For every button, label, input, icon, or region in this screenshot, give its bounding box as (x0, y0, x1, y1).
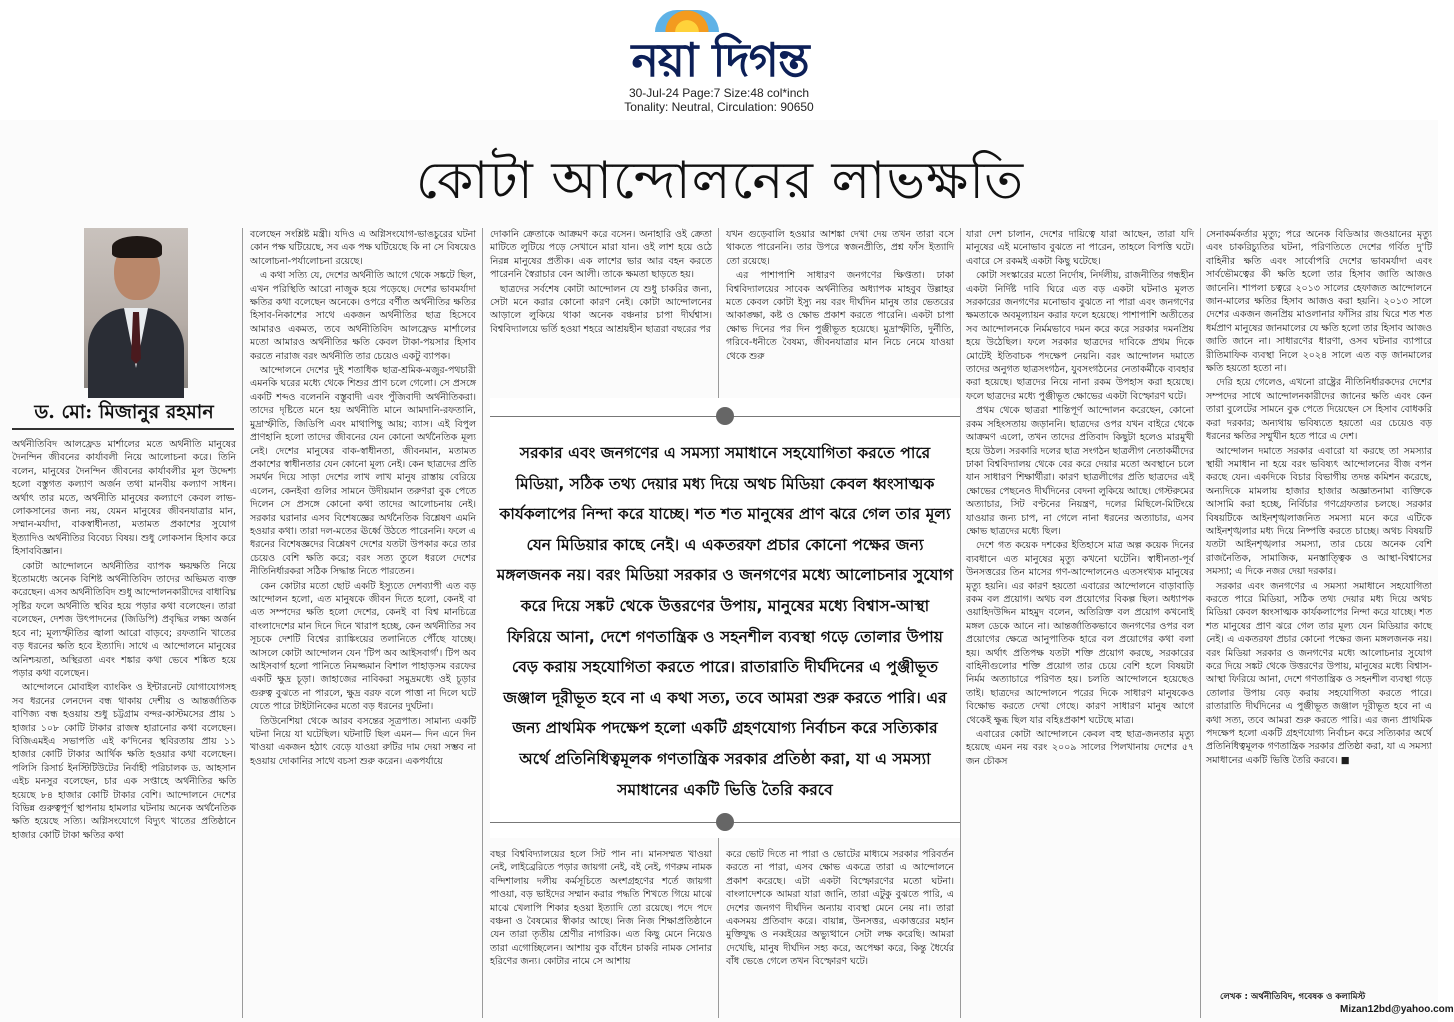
newspaper-logo (585, 8, 855, 86)
article-paragraph: দেরি হয়ে গেলেও, এখনো রাষ্ট্রের নীতিনির্ধারকদের দেশের সম্পদের সাথে আন্দোলনকারীদের জানের ক্ষতি এবং কেন তারা বুলেটের সামনে বুক পেতে দিয়েছেন সে হিসাব বোধকরি করা দরকার; অন্যথায় ভবিষ্যতে হয়তো এর চেয়েও বড় ধরনের ক্ষতির সম্মুখীন হতে পারে এ দেশ। (1206, 377, 1432, 443)
article-paragraph: কোটা আন্দোলনে অর্থনীতির ব্যাপক ক্ষয়ক্ষতি নিয়ে ইতোমধ্যে অনেক বিশিষ্ট অর্থনীতিবিদ তাদের অভিমত ব্যক্ত করেছেন। এসব অর্থনীতিবিদ শুধু আন্দোলনকারীদের বাধাবিঘ্ন সৃষ্টির ফলে অর্থনীতি স্থবির হয়ে পড়ার কথা বলেছেন। তারা বলেছেন, দেশজ উৎপাদনের (জিডিপি) প্রবৃদ্ধির লক্ষ্য অর্জন হবে না; মূল্যস্ফীতির জ্বালা আরো বাড়বে; রফতানি খাতের বড় ধরনের ক্ষতি হবে ইত্যাদি। সাথে এ আন্দোলনে মানুষের অনিশ্চয়তা, অস্থিরতা এবং শঙ্কার কথা ভেবে শঙ্কিত হয়ে পড়ার কথা বলেছেন। (12, 560, 237, 679)
article-paragraph: এর পাশাপাশি সাধারণ জনগণের ক্ষিপ্ততা। ঢাকা বিশ্ববিদ্যালয়ের সাবেক অর্থনীতির অধ্যাপক মাহবুব উল্লাহর মতে কেবল কোটা ইস্যু নয় বরং দীর্ঘদিন মানুষ তার ভেতরের আকাঙ্ক্ষা, কষ্ট ও ক্ষোভ প্রকাশ করতে পারেনি। একটা চাপা ক্ষোভ দিনের পর দিন পুঞ্জীভূত হয়েছে। মুদ্রাস্ফীতি, দুর্নীতি, গরিবে-ধনীতে বৈষম্য, জীবনযাত্রার মান নিচে নেমে যাওয়া থেকে শুরু (726, 270, 954, 362)
article-paragraph: তিউনেশিয়া থেকে আরব বসন্তের সূত্রপাত। সামান্য একটি ঘটনা নিয়ে যা ঘটেছিল। ঘটনাটি ছিল এমন— দিন এনে দিন খাওয়া একজন হঠাৎ বেড়ে যাওয়া রুটির দাম দেয়া সম্ভব না হওয়ায় দোকানির সাথে বচসা শুরু করেন। একপর্যায়ে (250, 715, 476, 767)
article-paragraph: যখন গুড়েবালি হওয়ার আশঙ্কা দেখা দেয় তখন তারা বসে থাকতে পারেননি। তার উপরে স্বজনপ্রীতি, প্রশ্ন ফাঁস ইত্যাদি তো রয়েছে। (726, 229, 954, 267)
article-paragraph: আন্দোলন দমাতে সরকার এবারো যা করছে তা সমস্যার স্থায়ী সমাধান না হয়ে বরং ভবিষ্যৎ আন্দোলনের বীজ বপন করছে যেন। একদিকে বিচার বিভাগীয় তদন্ত কমিশন করেছে, অন্যদিকে মামলায় হাজার হাজার অজ্ঞাতনামা ব্যক্তিকে আসামি করা হচ্ছে, নির্বিচার গণগ্রেফতার চলছে। সরকার বিষয়টিকে আইনশৃঙ্খলাজনিত সমস্যা মনে করে এটিকে আইনশৃঙ্খলার মধ্য দিয়ে নিষ্পত্তি করতে চাচ্ছে। অথচ বিষয়টি যতটা আইনশৃঙ্খলার সমস্যা, তার চেয়ে অনেক বেশি রাজনৈতিক, সামাজিক, মনস্তাত্ত্বিক ও আস্থা-বিশ্বাসের সমস্যা; এ দিকে নজর দেয়া দরকার। (1206, 445, 1432, 578)
column-divider (960, 228, 961, 1018)
masthead (0, 0, 1438, 120)
article-column-3-top (490, 228, 712, 388)
bullet-dot-icon (716, 813, 734, 831)
article-paragraph: প্রথম থেকে ছাত্ররা শান্তিপূর্ণ আন্দোলন করেছেন, কোনো রকম সহিংসতায় জড়াননি। ছাত্রদের ওপর যখন বাইরে থেকে আক্রমণ এলো, তখন তাদের প্রতিবাদ কিছুটা হলেও মারমুখী হয়ে উঠল। সরকারি দলের ছাত্র সংগঠন ছাত্রলীগ নেতাকর্মীদের ঢাকা বিশ্ববিদ্যালয় থেকে বের করে দেয়ার মতো অবস্থানে চলে যান সাধারণ শিক্ষার্থীরা। কারণ ছাত্রলীগের প্রতি ছাত্রদের এই ক্ষোভের পেছনেও দীর্ঘদিনের বেদনা লুকিয়ে আছে। গেস্টরুমের অত্যাচার, সিট বণ্টনের নিয়ন্ত্রণ, দলের মিছিলে-মিটিংয়ে যাওয়ার জন্য চাপ, না গেলে নানা ধরনের অত্যাচার, এসব ক্ষোভ ছাত্রদের মধ্যে ছিল। (966, 405, 1194, 537)
article-paragraph: দোকানি ক্রেতাকে আক্রমণ করে বসেন। অনাহারি ওই ক্রেতা মাটিতে লুটিয়ে পড়ে সেখানে মারা যান। ওই লাশ হয়ে ওঠে নিরন্ন মানুষের প্রতীক। এক লাশের ভার আর বহন করতে পারেননি স্বৈরাচার বেন আলী। তাকে ক্ষমতা ছাড়তে হয়। (490, 229, 712, 281)
author-note: লেখক : অর্থনীতিবিদ, গবেষক ও কলামিস্ট (1220, 992, 1366, 1002)
column-divider (482, 228, 483, 1018)
article-column-6 (1206, 228, 1432, 986)
article-column-3-bottom (490, 848, 712, 1018)
article-column-4-top (726, 228, 954, 388)
author-byline: ড. মো: মিজানুর রহমান (34, 401, 214, 423)
article-paragraph: বছর বিশ্ববিদ্যালয়ের হলে সিট পান না। মানসম্মত খাওয়া নেই, লাইব্রেরিতে পড়ার জায়গা নেই, বই নেই, গণরুম নামক বন্দিশালায় দলীয় কর্মসূচিতে অংশগ্রহণের শর্তে জায়গা পাওয়া, বড় ভাইদের সম্মান করার পদ্ধতি শিখতে গিয়ে মাঝে মাঝে খেলাপি শিকার হওয়া ইত্যাদি তো রয়েছে। পদে পদে বঞ্চনা ও বৈষম্যের স্বীকার আছে। নিজ নিজ শিক্ষাপ্রতিষ্ঠানে যেন তারা তৃতীয় শ্রেণীর নাগরিক। এত কিছু মেনে নিয়েও তারা এগোচ্ছিলেন। আশায় বুক বাঁধেন চাকরি নামক সোনার হরিণের জন্য। কোটার নামে সে আশায় (490, 849, 712, 968)
article-paragraph: ছাত্রদের সর্বশেষ কোটা আন্দোলন যে শুধু চাকরির জন্য, সেটা মনে করার কোনো কারণ নেই। কোটা আন্দোলনের আড়ালে লুকিয়ে থাকা অনেক বঞ্চনার চাপা দীর্ঘশ্বাস। বিশ্ববিদ্যালয়ে ভর্তি হওয়া শহরে আশ্রয়হীন ছাত্ররা বছরের পর (490, 283, 712, 335)
article-paragraph: অর্থনীতিবিদ আলফ্রেড মার্শালের মতে অর্থনীতি মানুষের দৈনন্দিন জীবনের কার্যাবলী নিয়ে আলোচনা করে। তিনি বলেন, মানুষের দৈনন্দিন জীবনের কার্যাবলীর মূল উদ্দেশ্য হলো বস্তুগত কল্যাণ অর্জন তথা মানবীয় কল্যাণ সাধন। অর্থাৎ তার মতে, অর্থনীতি মানুষের কল্যাণে কেবল লাভ-লোকসানের জন্য নয়, যেমন মানুষের জীবনযাত্রার মান, সম্মান-মর্যাদা, বাকস্বাধীনতা, মতামত প্রকাশের সুযোগ ইত্যাদিও অর্থনীতির বিবেচ্য বিষয়। শুধু লোকসান হিসাব করে হিসাববিজ্ঞান। (12, 439, 236, 558)
bullet-dot-icon (716, 407, 734, 425)
article-paragraph: করে ভোট দিতে না পারা ও ভোটের মাধ্যমে সরকার পরিবর্তন করতে না পারা, এসব ক্ষোভ একত্রে তারা এ আন্দোলনে প্রকাশ করেছে। এটা একটা বিস্ফোরণের মতো ঘটনা। বাংলাদেশকে আমরা যারা জানি, তারা এটুকু বুঝতে পারি, এ দেশের জনগণ দীর্ঘদিন অন্যায় ব্যবস্থা মেনে নেয় না। তারা একসময় প্রতিবাদ করে। বায়ান্ন, উনসত্তর, একাত্তরের মহান মুক্তিযুদ্ধ ও নব্বইয়ের অভ্যুত্থানে সেটা লক্ষ করেছি। আমরা দেখেছি, মানুষ দীর্ঘদিন সহ্য করে, অপেক্ষা করে, কিন্তু ধৈর্যের বাঁধ ভেঙে গেলে তখন বিস্ফোরণ ঘটে। (726, 849, 954, 968)
logo-text: নয়া দিগন্ত (631, 33, 809, 87)
tonality-info: Tonality: Neutral, Circulation: 90650 (624, 100, 814, 114)
article-paragraph: এ কথা সত্যি যে, দেশের অর্থনীতি আগে থেকে সঙ্কটে ছিল, এখন পরিস্থিতি আরো নাজুক হয়ে পড়েছে। দেশের ভাবমর্যাদা ক্ষতির কথা বলেছেন অনেকে। ওপরে বর্ণীত অর্থনীতির ক্ষতির হিসাব-নিকাশের সাথে একজন অর্থনীতির ছাত্র হিসেবে আমারও একমত, তবে অর্থনীতিবিদ আলফ্রেড মার্শালের মতো আমারও অর্থনীতির ক্ষতি কেবল টাকা-পয়সার হিসাব করতে নারাজ বরং অর্থনীতি তার চেয়েও একটু ব্যাপক। (250, 270, 476, 362)
clip-info: 30-Jul-24 Page:7 Size:48 col*inch (628, 86, 810, 100)
pull-quote (490, 398, 960, 838)
article-paragraph: সরকার এবং জনগণের এ সমস্যা সমাধানে সহযোগিতা করতে পারে মিডিয়া, সঠিক তথ্য দেয়ার মধ্য দিয়ে অথচ মিডিয়া কেবল ধ্বংসাত্মক কার্যকলাপের নিন্দা করে যাচ্ছে। শত শত মানুষের প্রাণ ঝরে গেল তার মূল্য যেন মিডিয়ার কাছে নেই। এ একতরফা প্রচার কোনো পক্ষের জন্য মঙ্গলজনক নয়। বরং মিডিয়া সরকার ও জনগণের মধ্যে আলোচনার সুযোগ করে দিয়ে সঙ্কট থেকে উত্তরণের উপায়, মানুষের মধ্যে বিশ্বাস-আস্থা ফিরিয়ে আনা, দেশে গণতান্ত্রিক ও সহনশীল ব্যবস্থা গড়ে তোলার উপায় বেড় করায় সহযোগিতা করতে পারে। রাতারাতি দীর্ঘদিনের এ পুঞ্জীভূত জঞ্জাল দূরীভূত হবে না এ কথা সত্য, তবে আমরা শুরু করতে পারি। এর জন্য প্রাথমিক পদক্ষেপ হলো একটি গ্রহণযোগ্য নির্বাচন করে সত্যিকার অর্থে প্রতিনিধিত্বমূলক গণতান্ত্রিক সরকার প্রতিষ্ঠা করা, যা এ সমস্যা সমাধানের একটি ভিত্তি তৈরি করবে। ■ (1206, 580, 1432, 766)
article-column-4-bottom (726, 848, 954, 1018)
article-paragraph: সেনাকর্মকর্তার মৃত্যু; পরে অনেক বিডিআর জওয়ানের মৃত্যু এবং চাকরিচ্যুতির ঘটনা, পরিণতিতে দেশের গর্বিত দু'টি বাহিনীর ক্ষতি এবং সার্বোপরি দেশের ভাবমর্যাদা এবং সার্বভৌমত্বের কী ক্ষতি হলো তার হিসাব জাতি আজও জানেনি। শাপলা চত্বরে ২০১৩ সালের হেফাজত আন্দোলনে জান-মালের ক্ষতির হিসাব আজও করা হয়নি। ২০১৩ সালে দেশের একজন জনপ্রিয় মাওলানার ফাঁসির রায় ঘিরে শত শত ধর্মপ্রাণ মানুষের জানমালের যে ক্ষতি হলো তার হিসাব আজও জাতি জানে না। সাধারণের ধারণা, ওসব ঘটনার ব্যাপারে রীতিমাফিক ব্যবস্থা নিলে ২০২৪ সালে এত বড় জানমালের ক্ষতি হয়তো হতো না। (1206, 229, 1432, 375)
article-paragraph: এবারের কোটা আন্দোলনে কেবল বহু ছাত্র-জনতার মৃত্যু হয়েছে এমন নয় বরং ২০০৯ সালের পিলখানায় দেশের ৫৭ জন চৌকস (966, 729, 1194, 767)
article-paragraph: বলেছেন সংশ্লিষ্ট মন্ত্রী। যদিও এ অগ্নিসংযোগ-ভাঙচুরের ঘটনা কোন পক্ষ ঘটিয়েছে, সব এক পক্ষ ঘটিয়েছে কি না সে বিষয়েও আলোচনা-পর্যালোচনা রয়েছে। (250, 229, 476, 267)
author-email: Mizan12bd@yahoo.com (1340, 1004, 1454, 1015)
pull-quote-text: সরকার এবং জনগণের এ সমস্যা সমাধানে সহযোগিতা করতে পারে মিডিয়া, সঠিক তথ্য দেয়ার মধ্য দিয়ে অথচ মিডিয়া কেবল ধ্বংসাত্মক কার্যকলাপের নিন্দা করে যাচ্ছে। শত শত মানুষের প্রাণ ঝরে গেল তার মূল্য যেন মিডিয়ার কাছে নেই। এ একতরফা প্রচার কোনো পক্ষের জন্য মঙ্গলজনক নয়। বরং মিডিয়া সরকার ও জনগণের মধ্যে আলোচনার সুযোগ করে দিয়ে সঙ্কট থেকে উত্তরণের উপায়, মানুষের মধ্যে বিশ্বাস-আস্থা ফিরিয়ে আনা, দেশে গণতান্ত্রিক ও সহনশীল ব্যবস্থা গড়ে তোলার উপায় বেড় করায় সহযোগিতা করতে পারে। রাতারাতি দীর্ঘদিনের এ পুঞ্জীভূত জঞ্জাল দূরীভূত হবে না এ কথা সত্য, তবে আমরা শুরু করতে পারি। এর জন্য প্রাথমিক পদক্ষেপ হলো একটি গ্রহণযোগ্য নির্বাচন করে সত্যিকার অর্থে প্রতিনিধিত্বমূলক গণতান্ত্রিক সরকার প্রতিষ্ঠা করা, যা এ সমস্যা সমাধানের একটি ভিত্তি তৈরি করবে (496, 444, 954, 799)
column-divider (1200, 228, 1201, 1018)
article-paragraph: কোটা সংস্কারের মতো নির্দোষ, নির্দলীয়, রাজনীতির গন্ধহীন একটা নির্দিষ্ট দাবি ঘিরে এত বড় একটা ঘটনাও মূলত সরকারের জনগণের মনোভাব বুঝতে না পারা এবং জনগণের ক্ষমতাকে অবমূল্যায়ন করার ফলে হয়েছে। পাশাপাশি অতীতের সব আন্দোলনকে নির্মমভাবে দমন করে করে সরকার দমনপ্রিয় হয়ে উঠেছিল। ফলে সরকার ছাত্রদের দাবিকে প্রথম দিকে মোটেই ইতিবাচক পদক্ষেপ নেয়নি। বরং আন্দোলন দমাতে তাদের অনুগত ছাত্রসংগঠন, যুবসংগঠনের নেতাকর্মীকে ব্যবহার করা হয়েছে। ছাত্রদের নিয়ে নানা রকম উপহাস করা হয়েছে। ফলে ছাত্রদের মধ্যে পুঞ্জীভূত ক্ষোভের একটা বিস্ফোরণ ঘটে। (966, 270, 1194, 402)
article-paragraph: কেন কোটার মতো ছোট একটি ইস্যুতে দেশব্যাপী এত বড় আন্দোলন হলো, এত মানুষকে জীবন দিতে হলো, কেনই বা এত সম্পদের ক্ষতি হলো দেশের, কেনই বা বিশ্ব মানচিত্রে বাংলাদেশের মান দিনে দিনে খারাপ হচ্ছে, কেন অর্থনীতির সব সূচকে দেশটি বিশ্বের র‌্যাঙ্কিংয়ের তলানিতে পৌঁছে যাচ্ছে। আসলে কোটা আন্দোলন যেন 'টিপ অব আইসবার্গ'। টিপ অব আইসবার্গ হলো পানিতে নিমজ্জমান বিশাল পাহাড়সম বরফের একটি ক্ষুদ্র চূড়া। জাহাজের নাবিকরা সমুদ্রমধ্যে ওই চূড়ার গুরুত্ব বুঝতে না পারলে, ক্ষুদ্র বরফ বলে পাত্তা না দিলে ঘটে যেতে পারে টাইটানিকের মতো বড় ধরনের দুর্ঘটনা। (250, 580, 476, 713)
article-paragraph: যারা দেশ চালান, দেশের দায়িত্বে যারা আছেন, তারা যদি মানুষের এই মনোভাব বুঝতে না পারেন, তাহলে বিপত্তি ঘটে। এবারে সে রকমই একটা কিছু ঘটেছে। (966, 229, 1194, 267)
article-column-1 (12, 438, 236, 1018)
byline-divider (12, 428, 234, 430)
article-headline: কোটা আন্দোলনের লাভক্ষতি (415, 151, 1025, 211)
column-divider (242, 228, 243, 1018)
article-paragraph: আন্দোলনে মোবাইল ব্যাংকিং ও ইন্টারনেট যোগাযোগসহ সব ধরনের লেনদেন বন্ধ থাকায় দেশীয় ও আন্তর্জাতিক বাণিজ্য বন্ধ হওয়ায় শুধু চট্টগ্রাম বন্দর-কাস্টমসের প্রায় ১ হাজার ১০৮ কোটি টাকার রাজস্ব হারানোর কথা বলেছেন। বিজিএমইএ সভাপতি এই ক'দিনের স্থবিরতায় প্রায় ১১ হাজার কোটি টাকার আর্থিক ক্ষতি হওয়ার কথা বলেছেন। পলিসি রিসার্চ ইনস্টিটিউটের নির্বাহী পরিচালক ড. আহসান এইচ মনসুর বলেছেন, চার এক সপ্তাহে অর্থনীতির ক্ষতি হয়েছে ৮৪ হাজার কোটি টাকার বেশি। আন্দোলনে দেশের বিভিন্ন গুরুত্বপূর্ণ স্থাপনায় হামলার ঘটনায় অনেক অর্থনৈতিক ক্ষতি হয়েছে সত্যি। অগ্নিসংযোগে বিদ্যুৎ খাতের প্রতিষ্ঠানে হাজার কোটি টাকা ক্ষতির কথা (12, 682, 236, 841)
article-paragraph: আন্দোলনে দেশের দুই শতাধিক ছাত্র-শ্রমিক-মজুর-পথচারী এমনকি ঘরের মধ্যে থেকে শিশুর প্রাণ চলে গেলো। সে প্রসঙ্গে একটি শব্দও বলেননি বস্তুবাদী এবং পুঁজিবাদী অর্থনীতিকরা। তাদের দৃষ্টিতে মনে হয় অর্থনীতি মানে আমদানি-রফতানি, মুদ্রাস্ফীতি, জিডিপি এবং মাথাপিছু আয়; ব্যাস। এই বিপুল প্রাণহানি হলো তাদের জীবনের যেন কোনো অর্থনৈতিক মূল্য নেই। দেশের মানুষের বাক-স্বাধীনতা, জীবনমান, মতামত প্রকাশের স্বাধীনতার যেন কোনো মূল্য নেই। কেন ছাত্রদের প্রতি সমর্থন দিয়ে সাড়া দেশের লাখ লাখ মানুষ রাস্তায় বেরিয়ে এলেন, কেনইবা গুলির সামনে উদীয়মান তরুণরা বুক পেতে দিলেন সে প্রসঙ্গে কোনো কথা তাদের আলোচনায় নেই। সরকার ঘরানার এসব বিশেষজ্ঞের অর্থনৈতিক বিশ্লেষণ এমনি হওয়ার কথা। তারা দল-মতের ঊর্ধ্বে উঠতে পারেননি। ফলে এ ধরনের বিশেষজ্ঞদের বিশ্লেষণ দেশের যতটা উপকার করে তার চেয়েও বেশি ক্ষতি করে; বরং সত্য তুলে ধরলে দেশের নীতিনির্ধারকরা সঠিক সিদ্ধান্ত নিতে পারতেন। (250, 365, 476, 578)
article-paragraph: দেশে গত কয়েক দশকের ইতিহাসে মাত্র অল্প কয়েক দিনের ব্যবধানে এত মানুষের মৃত্যু কখনো ঘটেনি। স্বাধীনতা-পূর্ব উনসত্তরের তিন মাসের গণ-আন্দোলনেও এতসংখ্যক মানুষের মৃত্যু হয়নি। এর কারণ হয়তো এবারের আন্দোলনে বাড়াবাড়ি রকম বল প্রয়োগ। অথচ বল প্রয়োগের বিকল্প ছিল। অধ্যাপক ওয়াহিদউদ্দিন মাহমুদ বলেন, অতিরিক্ত বল প্রয়োগ কখনোই মঙ্গল ডেকে আনে না। আন্তর্জাতিকভাবে জনগণের ওপর বল প্রয়োগের ক্ষেত্রে আনুপাতিক হারে বল প্রয়োগের কথা বলা হয়। অর্থাৎ প্রতিপক্ষ যতটা শক্তি প্রয়োগ করছে, সরকারের বাহিনীগুলোর শক্তি প্রয়োগ তার চেয়ে বেশি হলে বিষয়টা নির্মম অত্যাচারে পরিণত হয়। চলতি আন্দোলনে হয়েছেও তাই। ছাত্রদের আন্দোলনে পরের দিকে সাধারণ মানুষকেও বিক্ষোভ করতে দেখা গেছে। কারণ সাধারণ মানুষ আগে থেকেই ক্ষুব্ধ ছিল যার বহিঃপ্রকাশ ঘটেছে মাত্র। (966, 540, 1194, 726)
article-column-5 (966, 228, 1194, 1018)
author-photo (84, 228, 188, 388)
article-column-2 (250, 228, 476, 1018)
